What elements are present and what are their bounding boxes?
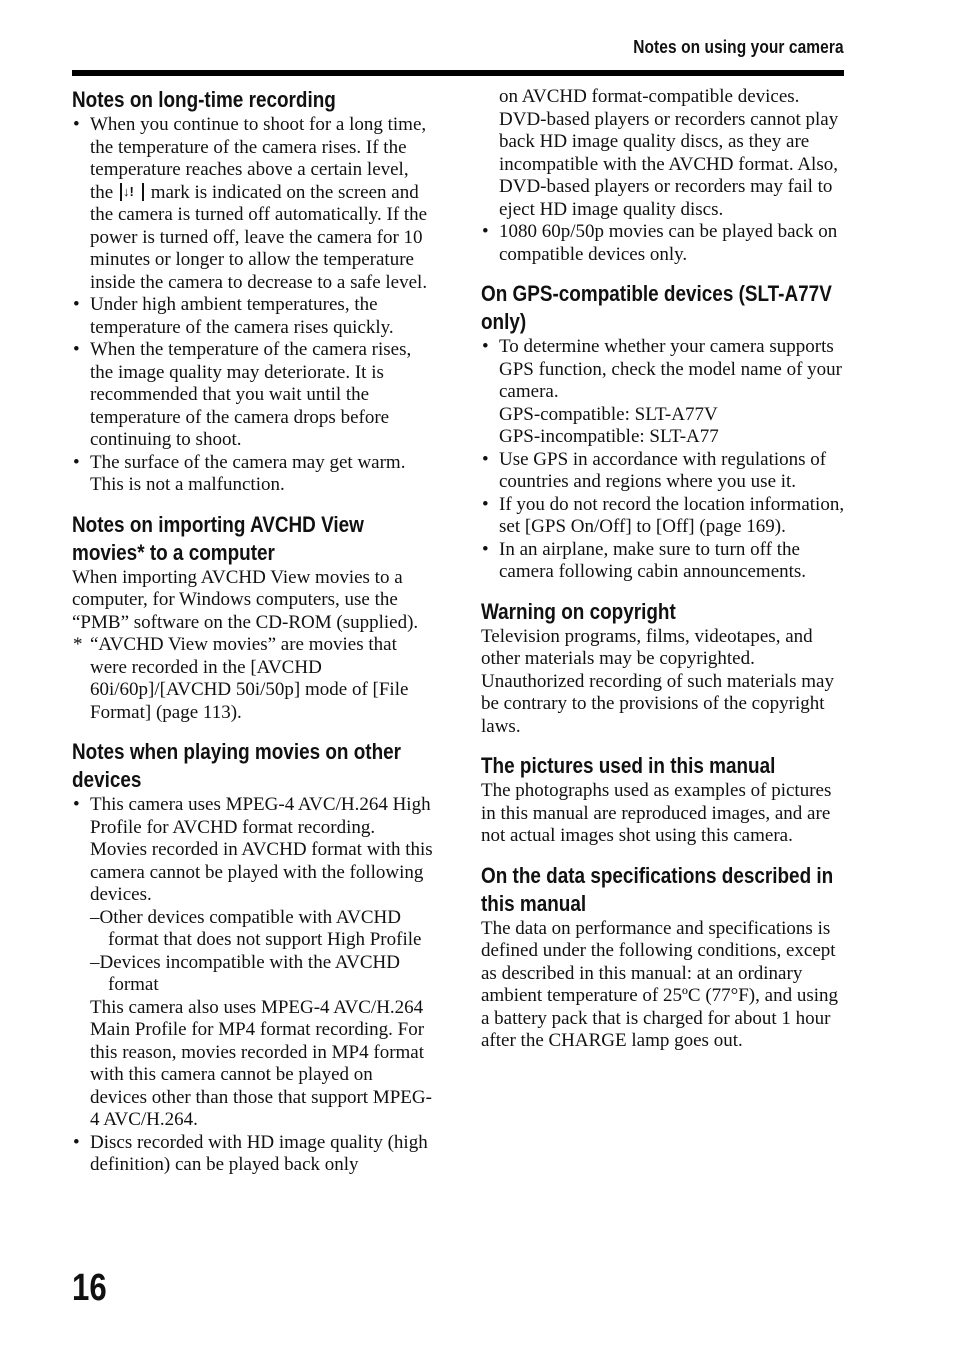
list-item: • In an airplane, make sure to turn off the camera following cabin announcements. [481, 539, 847, 584]
footnote: * “AVCHD View movies” are movies that were recorded in the [AVCHD 60i/60p]/[AVCHD 50i/50p] mode of [File Format] (page 113). [72, 634, 434, 724]
left-column [72, 86, 434, 1191]
section-heading: Notes when playing movies on other devices [72, 739, 402, 792]
list-item [481, 336, 847, 449]
section-heading: On GPS-compatible devices (SLT-A77V only) [481, 281, 832, 334]
overheat-warning-icon [120, 183, 144, 201]
list-item: • Under high ambient temperatures, the temperature of the camera rises quickly. [72, 294, 434, 339]
section-heading: The pictures used in this manual [481, 753, 776, 778]
list-item: • Use GPS in accordance with regulations of countries and regions where you use it. [481, 449, 847, 494]
paragraph: When importing AVCHD View movies to a computer, for Windows computers, use the “PMB” software on the CD-ROM (supplied). [72, 566, 419, 633]
section-gps [481, 280, 847, 584]
bullet-list [72, 114, 434, 497]
list-item: • If you do not record the location information, set [GPS On/Off] to [Off] (page 169). [481, 494, 847, 539]
running-header: Notes on using your camera [633, 37, 844, 57]
bullet-list [481, 221, 847, 266]
right-column [481, 86, 847, 1067]
footnote-list [72, 634, 434, 724]
list-item: • Discs recorded with HD image quality (high definition) can be played back only [72, 1132, 434, 1177]
section-specs [481, 862, 847, 1053]
list-item: • This camera uses MPEG-4 AVC/H.264 High Profile for AVCHD format recording. Movies recorded in AVCHD format with this camera cannot be played with the following devices. [72, 794, 434, 907]
text-fragment: mark is indicated on the screen and the camera is turned off automatically. If the power is turned off, leave the camera for 10 minutes or longer to allow the temperature inside the camera to decrease to a safe level. [90, 181, 428, 293]
section-heading: Notes on long-time recording [72, 87, 336, 112]
list-item [72, 114, 434, 294]
section-heading: On the data specifications described in this manual [481, 862, 834, 916]
text-line: • To determine whether your camera supports GPS function, check the model name of your camera. [499, 336, 842, 402]
dash-item: –Other devices compatible with AVCHD format that does not support High Profile [90, 906, 422, 950]
section-importing-avchd [72, 511, 434, 725]
list-item: • When the temperature of the camera rises, the image quality may deteriorate. It is recommended that you wait until the temperature of the camera drops before continuing to shoot. [72, 339, 434, 452]
continued-text: on AVCHD format-compatible devices. DVD-based players or recorders cannot play back HD image quality discs, as they are incompatible with the AVCHD format. Also, DVD-based players or recorders may fail to eject HD image quality discs. [499, 86, 839, 220]
section-heading: Notes on importing AVCHD View movies* to a computer [72, 511, 364, 565]
bullet-list [72, 1132, 434, 1177]
paragraph: The data on performance and specifications is defined under the following conditions, except as described in this manual: at an ordinary ambient temperature of 25ºC (77°F), and using a battery pack that is charged for about 1 hour after the CHARGE lamp goes out. [481, 917, 838, 1051]
text-fragment: When you continue to shoot for a long time, the temperature of the camera rises. If the temperature reaches above a certain level, the [90, 114, 427, 203]
text-line: GPS-incompatible: SLT-A77 [499, 426, 719, 447]
section-copyright [481, 598, 847, 739]
section-playing-movies [72, 738, 434, 1177]
bullet-list [481, 336, 847, 584]
paragraph: The photographs used as examples of pictures in this manual are reproduced images, and are not actual images shot using this camera. [481, 780, 832, 846]
paragraph: This camera also uses MPEG-4 AVC/H.264 Main Profile for MP4 format recording. For this reason, movies recorded in MP4 format with this camera cannot be played on devices other than those that support MPEG-4 AVC/H.264. [90, 996, 432, 1130]
list-item: • 1080 60p/50p movies can be played back on compatible devices only. [481, 221, 847, 266]
section-playing-continued [481, 86, 847, 266]
list-item: • The surface of the camera may get warm. This is not a malfunction. [72, 452, 434, 497]
section-long-time-recording [72, 86, 434, 497]
page-number: 16 [72, 1267, 107, 1309]
section-heading: Warning on copyright [481, 598, 676, 624]
dash-item: –Devices incompatible with the AVCHD format [90, 951, 400, 995]
header-rule [72, 70, 844, 76]
section-pictures [481, 752, 847, 848]
text-line: GPS-compatible: SLT-A77V [499, 403, 718, 425]
bullet-list [72, 794, 434, 907]
paragraph: Television programs, films, videotapes, and other materials may be copyrighted. Unauthorized recording of such materials may be contrary to the provisions of the copyright laws. [481, 625, 834, 737]
